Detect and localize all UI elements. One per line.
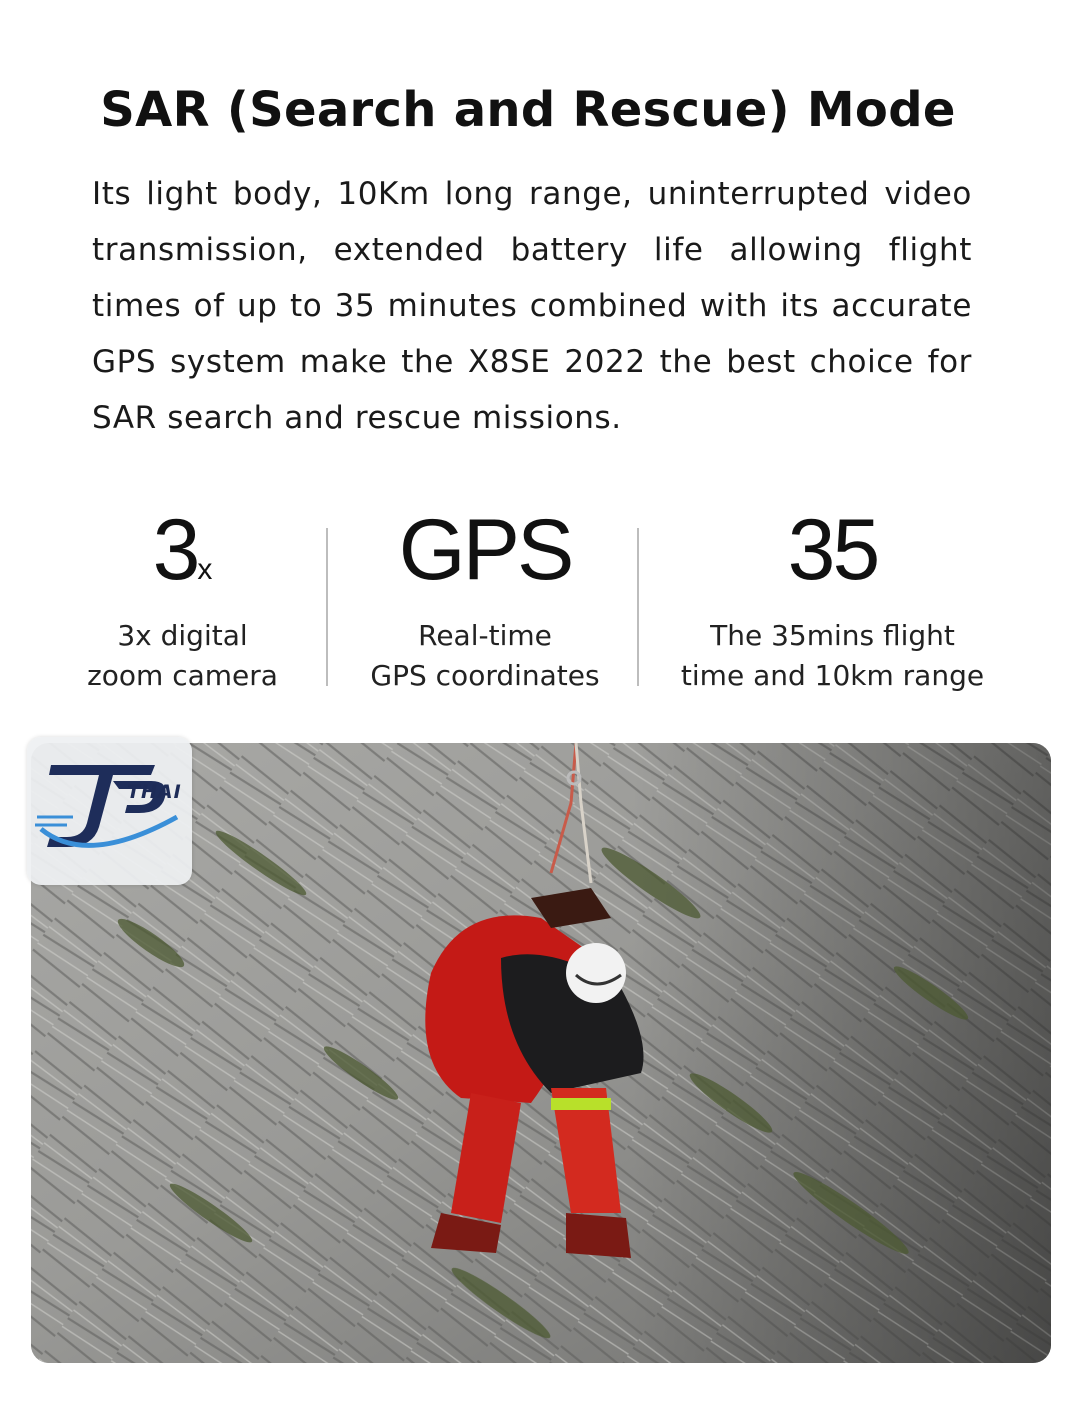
section-heading: SAR (Search and Rescue) Mode xyxy=(100,82,956,138)
section-description: Its light body, 10Km long range, uninterrupted video transmission, extended battery life allowing flight times of up to 35 minutes combined with its accurate GPS system make the X8SE 2022 the best choice for SAR search and rescue missions. xyxy=(92,176,972,436)
stat-gps-label: Real-time GPS coordinates xyxy=(370,619,600,692)
stat-zoom-label: 3x digital zoom camera xyxy=(87,619,278,692)
stat-gps-value: GPS xyxy=(398,502,572,598)
stat-zoom xyxy=(60,500,305,696)
logo-text: THAI xyxy=(127,781,182,803)
stat-zoom-value: 3x xyxy=(152,502,213,598)
brand-logo xyxy=(27,737,192,885)
stat-flight-time-label: The 35mins flight time and 10km range xyxy=(680,619,985,692)
stat-zoom-suffix: x xyxy=(197,553,213,586)
stat-divider xyxy=(637,528,639,686)
stat-gps xyxy=(345,500,625,696)
stat-divider xyxy=(326,528,328,686)
stat-flight-time-value: 35 xyxy=(787,502,878,598)
jp-logo-icon xyxy=(27,737,192,885)
stat-flight-time xyxy=(660,500,1005,696)
feature-stats xyxy=(0,500,1080,700)
